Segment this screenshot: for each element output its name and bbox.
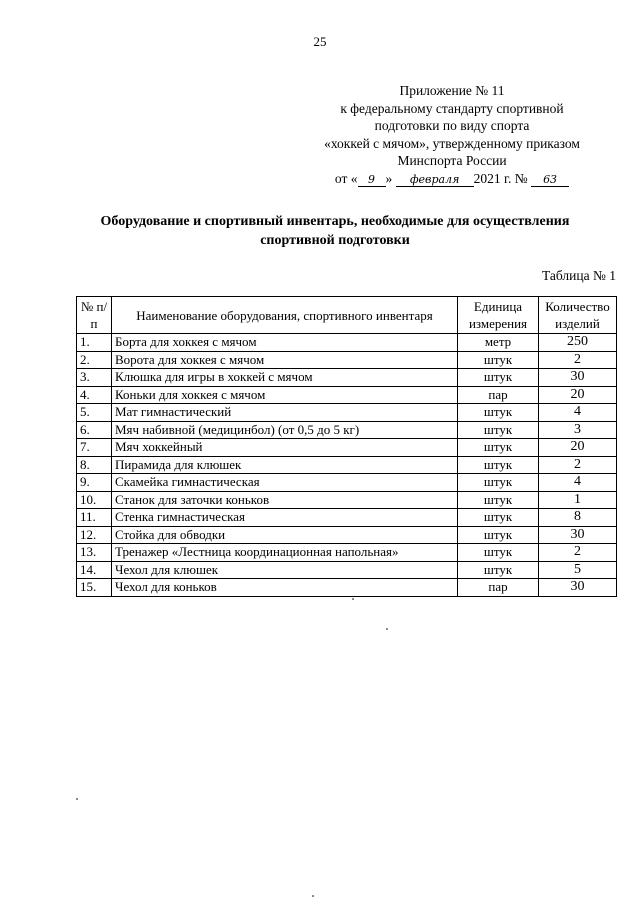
appendix-line: к федеральному стандарту спортивной [340,100,564,116]
title-line: спортивной подготовки [260,233,410,248]
item-quantity: 30 [539,526,617,544]
item-unit: штук [458,474,539,492]
item-quantity: 30 [539,579,617,597]
table-row [77,421,617,439]
item-unit: штук [458,509,539,527]
order-month-handwritten: февраля [396,173,474,187]
item-quantity: 20 [539,439,617,457]
table-row [77,334,617,352]
item-unit: штук [458,404,539,422]
appendix-line: «хоккей с мячом», утвержденному приказом [324,135,580,151]
row-number: 7. [77,439,112,457]
scan-speck [386,628,388,630]
table-row [77,509,617,527]
item-name: Скамейка гимнастическая [112,474,458,492]
order-prefix: от « [334,170,358,186]
item-unit: штук [458,544,539,562]
item-unit: штук [458,456,539,474]
item-quantity: 250 [539,334,617,352]
item-name: Чехол для коньков [112,579,458,597]
row-number: 14. [77,561,112,579]
row-number: 4. [77,386,112,404]
item-quantity: 8 [539,509,617,527]
table-row [77,544,617,562]
item-unit: штук [458,561,539,579]
item-quantity: 3 [539,421,617,439]
item-unit: штук [458,421,539,439]
item-name: Станок для заточки коньков [112,491,458,509]
table-row [77,561,617,579]
item-unit: штук [458,439,539,457]
item-name: Коньки для хоккея с мячом [112,386,458,404]
row-number: 13. [77,544,112,562]
row-number: 5. [77,404,112,422]
item-unit: штук [458,369,539,387]
appendix-line: Приложение № 11 [399,83,505,98]
item-name: Стойка для обводки [112,526,458,544]
item-name: Борта для хоккея с мячом [112,334,458,352]
row-number: 10. [77,491,112,509]
table-header-row [77,297,617,334]
header-unit: Единица измерения [458,297,539,334]
table-caption: Таблица № 1 [542,268,616,283]
item-quantity: 4 [539,404,617,422]
order-mid: » [385,170,393,186]
scan-speck [76,798,78,800]
item-quantity: 20 [539,386,617,404]
table-row [77,456,617,474]
row-number: 6. [77,421,112,439]
item-quantity: 2 [539,351,617,369]
page-number: 25 [313,34,327,49]
order-date-line [292,170,612,188]
scan-speck [352,598,354,600]
row-number: 8. [77,456,112,474]
item-name: Ворота для хоккея с мячом [112,351,458,369]
header-num: № п/п [77,297,112,334]
order-number-handwritten: 63 [531,173,569,187]
table-row [77,404,617,422]
table-row [77,369,617,387]
scan-speck [312,895,314,897]
row-number: 9. [77,474,112,492]
table-row [77,439,617,457]
row-number: 2. [77,351,112,369]
document-title [40,212,630,250]
table-row [77,491,617,509]
item-unit: штук [458,526,539,544]
row-number: 1. [77,334,112,352]
item-name: Клюшка для игры в хоккей с мячом [112,369,458,387]
title-line: Оборудование и спортивный инвентарь, необходимые для осуществления [100,214,570,229]
equipment-table [76,296,617,597]
table-row [77,526,617,544]
item-quantity: 5 [539,561,617,579]
appendix-line: подготовки по виду спорта [374,118,530,133]
table-row [77,579,617,597]
item-unit: метр [458,334,539,352]
item-name: Пирамида для клюшек [112,456,458,474]
order-year: 2021 г. № [473,170,528,186]
item-quantity: 2 [539,544,617,562]
item-name: Тренажер «Лестница координационная напольная» [112,544,458,562]
row-number: 15. [77,579,112,597]
item-unit: пар [458,579,539,597]
appendix-line: Минспорта России [397,153,507,168]
item-quantity: 1 [539,491,617,509]
item-unit: штук [458,351,539,369]
appendix-header [292,82,612,187]
item-unit: штук [458,491,539,509]
table-row [77,386,617,404]
item-name: Мяч набивной (медицинбол) (от 0,5 до 5 кг) [112,421,458,439]
item-name: Мат гимнастический [112,404,458,422]
item-name: Стенка гимнастическая [112,509,458,527]
row-number: 11. [77,509,112,527]
item-quantity: 30 [539,369,617,387]
row-number: 3. [77,369,112,387]
item-name: Мяч хоккейный [112,439,458,457]
item-quantity: 2 [539,456,617,474]
item-unit: пар [458,386,539,404]
header-qty: Количество изделий [539,297,617,334]
header-name: Наименование оборудования, спортивного инвентаря [112,297,458,334]
table-row [77,474,617,492]
order-day-handwritten: 9 [358,173,386,187]
table-row [77,351,617,369]
item-quantity: 4 [539,474,617,492]
row-number: 12. [77,526,112,544]
table-body [77,334,617,597]
item-name: Чехол для клюшек [112,561,458,579]
